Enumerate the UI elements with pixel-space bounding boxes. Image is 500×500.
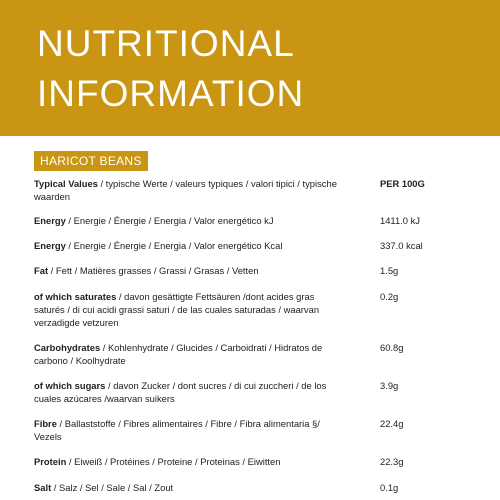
row-label: [34, 239, 344, 252]
row-value: 337.0 kcal: [380, 240, 423, 251]
row-label: [34, 264, 344, 277]
row-label-key: Salt: [34, 482, 52, 493]
title-line-2: INFORMATION: [37, 73, 305, 114]
row-value: PER 100G: [380, 178, 425, 189]
row-label-key: Carbohydrates: [34, 342, 101, 353]
row-label-key: Protein: [34, 456, 67, 467]
row-value: 22.3g: [380, 456, 404, 467]
row-label-key: Fibre: [34, 418, 57, 429]
row-label-translations: / davon Zucker / dont sucres / di cui zuccheri / de los cuales azúcares /waarvan suikers: [34, 380, 327, 404]
row-label-key: Fat: [34, 265, 49, 276]
row-label-translations: / Fett / Matières grasses / Grassi / Grasas / Vetten: [48, 265, 259, 276]
row-value: 0.1g: [380, 482, 399, 493]
row-label: [34, 290, 344, 329]
row-label: [34, 214, 344, 227]
row-label: [34, 379, 344, 405]
row-label: [34, 341, 344, 367]
row-label-translations: / Kohlenhydrate / Glucides / Carboidrati / Hidratos de carbono / Koolhydrate: [34, 342, 323, 366]
row-label-key: Typical Values: [34, 178, 98, 189]
title-line-1: NUTRITIONAL: [37, 23, 295, 64]
row-label: [34, 177, 344, 203]
row-label-key: of which sugars: [34, 380, 106, 391]
product-name-tag: HARICOT BEANS: [34, 151, 148, 171]
row-label-key: Energy: [34, 240, 66, 251]
row-label-translations: / typische Werte / valeurs typiques / valori tipici / typische waarden: [34, 178, 337, 202]
row-label-translations: / davon gesättigte Fettsäuren /dont acides gras saturés / di cui acidi grassi saturi / de las cuales saturadas / waarvan verzadigde vetzuren: [34, 291, 320, 328]
row-label: [34, 417, 344, 443]
row-label-translations: / Eiweiß / Protéines / Proteine / Proteinas / Eiwitten: [66, 456, 281, 467]
row-value: 60.8g: [380, 342, 404, 353]
row-label: [34, 481, 344, 494]
row-label-translations: / Salz / Sel / Sale / Sal / Zout: [51, 482, 174, 493]
row-label-translations: / Energie / Énergie / Energia / Valor energético Kcal: [65, 240, 283, 251]
row-value: 1411.0 kJ: [380, 215, 420, 226]
row-value: 3.9g: [380, 380, 399, 391]
row-value: 22.4g: [380, 418, 404, 429]
row-value: 1.5g: [380, 265, 399, 276]
row-label-key: Energy: [34, 215, 66, 226]
row-label-key: of which saturates: [34, 291, 117, 302]
row-label-translations: / Ballaststoffe / Fibres alimentaires / Fibre / Fibra alimentaria §/ Vezels: [34, 418, 320, 442]
row-label: [34, 455, 344, 468]
row-value: 0.2g: [380, 291, 399, 302]
row-label-translations: / Energie / Énergie / Energia / Valor energético kJ: [65, 215, 274, 226]
